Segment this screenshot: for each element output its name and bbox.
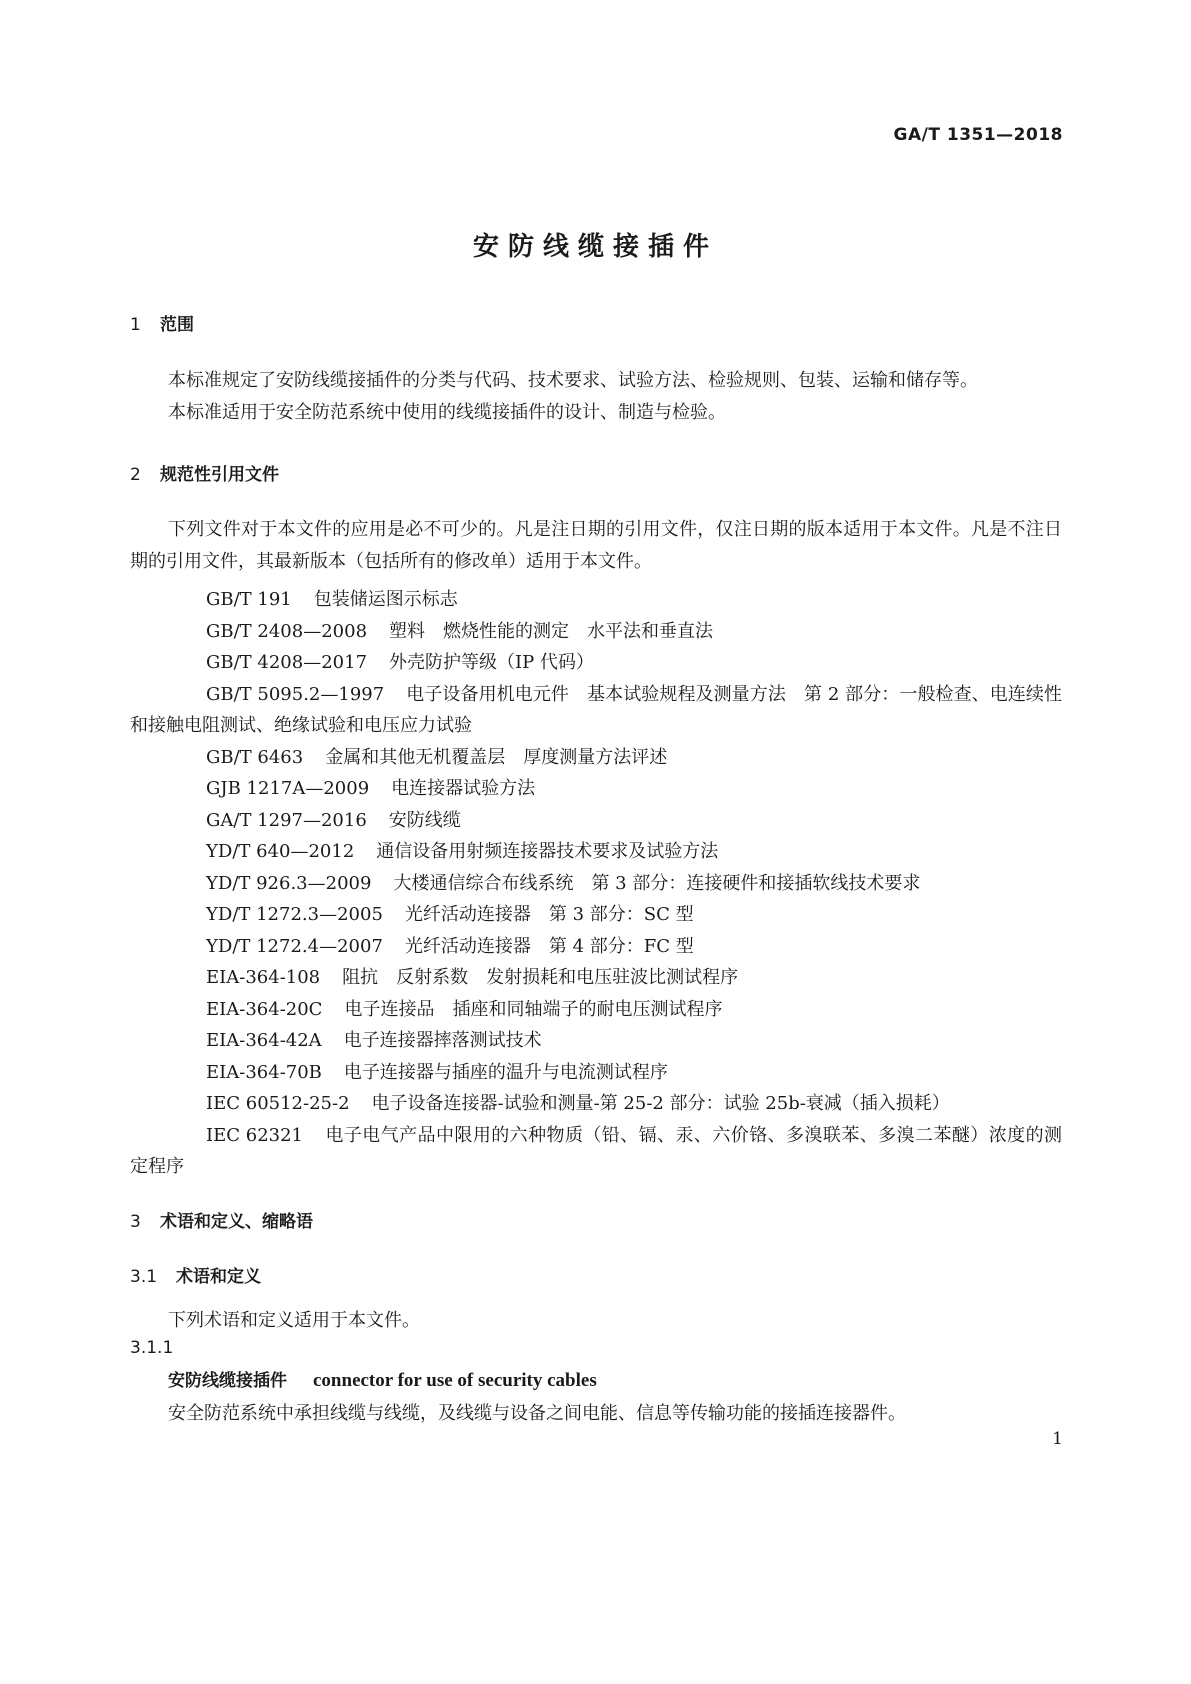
term-english: connector for use of security cables [313,1370,597,1391]
section-1-heading [130,310,194,335]
standard-code: GA/T 1351—2018 [893,125,1063,145]
section-2-heading [130,460,279,485]
reference-title: 大楼通信综合布线系统 第 3 部分：连接硬件和接插软线技术要求 [393,872,921,894]
reference-title: 阻抗 反射系数 发射损耗和电压驻波比测试程序 [342,967,739,988]
reference-title: 光纤活动连接器 第 4 部分：FC 型 [404,935,694,957]
normative-references-list [130,584,1062,1183]
reference-title: 电子连接器与插座的温升与电流测试程序 [343,1061,668,1083]
reference-code: GJB 1217A—2009 [206,778,370,799]
reference-code: EIA-364-70B [206,1061,322,1083]
term-chinese: 安防线缆接插件 [168,1371,287,1391]
reference-code: YD/T 1272.4—2007 [206,935,383,957]
reference-code: EIA-364-108 [206,967,321,988]
reference-code: IEC 60512-25-2 [206,1093,350,1114]
reference-item [130,962,1062,994]
section-3-heading [130,1207,313,1232]
reference-item [130,647,1062,679]
reference-title: 通信设备用射频连接器技术要求及试验方法 [376,841,719,862]
section-number: 3.1 [130,1267,158,1287]
references-intro: 下列文件对于本文件的应用是必不可少的。凡是注日期的引用文件，仅注日期的版本适用于本文件。凡是不注日期的引用文件，其最新版本（包括所有的修改单）适用于本文件。 [130,519,1062,572]
reference-item [130,805,1062,837]
section-number: 2 [130,465,141,485]
reference-title: 电子连接品 插座和同轴端子的耐电压测试程序 [344,998,723,1020]
reference-title: 电子设备连接器-试验和测量-第 25-2 部分：试验 25b-衰减（插入损耗） [371,1093,950,1114]
reference-code: EIA-364-42A [206,1030,322,1051]
section-title: 范围 [160,315,194,335]
page-number: 1 [1052,1429,1063,1449]
document-title: 安防线缆接插件 [472,232,718,262]
reference-code: YD/T 926.3—2009 [206,872,372,894]
reference-code: EIA-364-20C [206,998,323,1020]
reference-code: YD/T 640—2012 [206,841,355,862]
reference-title: 电连接器试验方法 [391,778,536,799]
reference-code: GB/T 5095.2—1997 [206,683,385,705]
reference-title: 电子电气产品中限用的六种物质（铅、镉、汞、六价铬、多溴联苯、多溴二苯醚）浓度的测定程序 [130,1124,1062,1177]
reference-item [130,742,1062,774]
reference-title: 光纤活动连接器 第 3 部分：SC 型 [404,904,694,925]
reference-item [130,584,1062,616]
term-definition: 安全防范系统中承担线缆与线缆，及线缆与设备之间电能、信息等传输功能的接插连接器件。 [168,1403,906,1424]
term-entry [168,1366,597,1392]
reference-item [130,616,1062,648]
term-number: 3.1.1 [130,1338,174,1358]
section-3-1-heading [130,1262,261,1287]
reference-code: GA/T 1297—2016 [206,809,367,831]
reference-code: GB/T 2408—2008 [206,620,368,642]
section-title: 规范性引用文件 [160,465,279,485]
reference-code: YD/T 1272.3—2005 [206,904,383,925]
reference-title: 塑料 燃烧性能的测定 水平法和垂直法 [389,620,714,642]
reference-item [130,836,1062,868]
reference-item [130,773,1062,805]
reference-item [130,679,1062,742]
scope-paragraph-1: 本标准规定了安防线缆接插件的分类与代码、技术要求、试验方法、检验规则、包装、运输和储存等。 [168,370,978,391]
reference-code: GB/T 4208—2017 [206,652,368,673]
reference-item [130,994,1062,1026]
reference-title: 安防线缆 [388,809,461,831]
terms-intro: 下列术语和定义适用于本文件。 [168,1310,420,1331]
reference-title: 包装储运图示标志 [313,589,458,610]
reference-item [130,1088,1062,1120]
reference-title: 外壳防护等级（IP 代码） [389,652,594,673]
reference-item [130,1025,1062,1057]
reference-title: 电子设备用机电元件 基本试验规程及测量方法 第 2 部分：一般检查、电连续性和接触电阻测试、绝缘试验和电压应力试验 [130,683,1062,736]
section-number: 1 [130,315,141,335]
reference-title: 金属和其他无机覆盖层 厚度测量方法评述 [325,746,668,768]
section-title: 术语和定义、缩略语 [160,1212,313,1232]
section-number: 3 [130,1212,141,1232]
reference-title: 电子连接器摔落测试技术 [343,1030,542,1051]
reference-item [130,1120,1062,1183]
reference-item [130,1057,1062,1089]
reference-code: GB/T 6463 [206,746,304,768]
reference-item [130,899,1062,931]
section-title: 术语和定义 [176,1267,261,1287]
reference-item [130,931,1062,963]
reference-code: GB/T 191 [206,589,292,610]
reference-item [130,868,1062,900]
scope-paragraph-2: 本标准适用于安全防范系统中使用的线缆接插件的设计、制造与检验。 [168,402,726,423]
reference-code: IEC 62321 [206,1124,304,1146]
